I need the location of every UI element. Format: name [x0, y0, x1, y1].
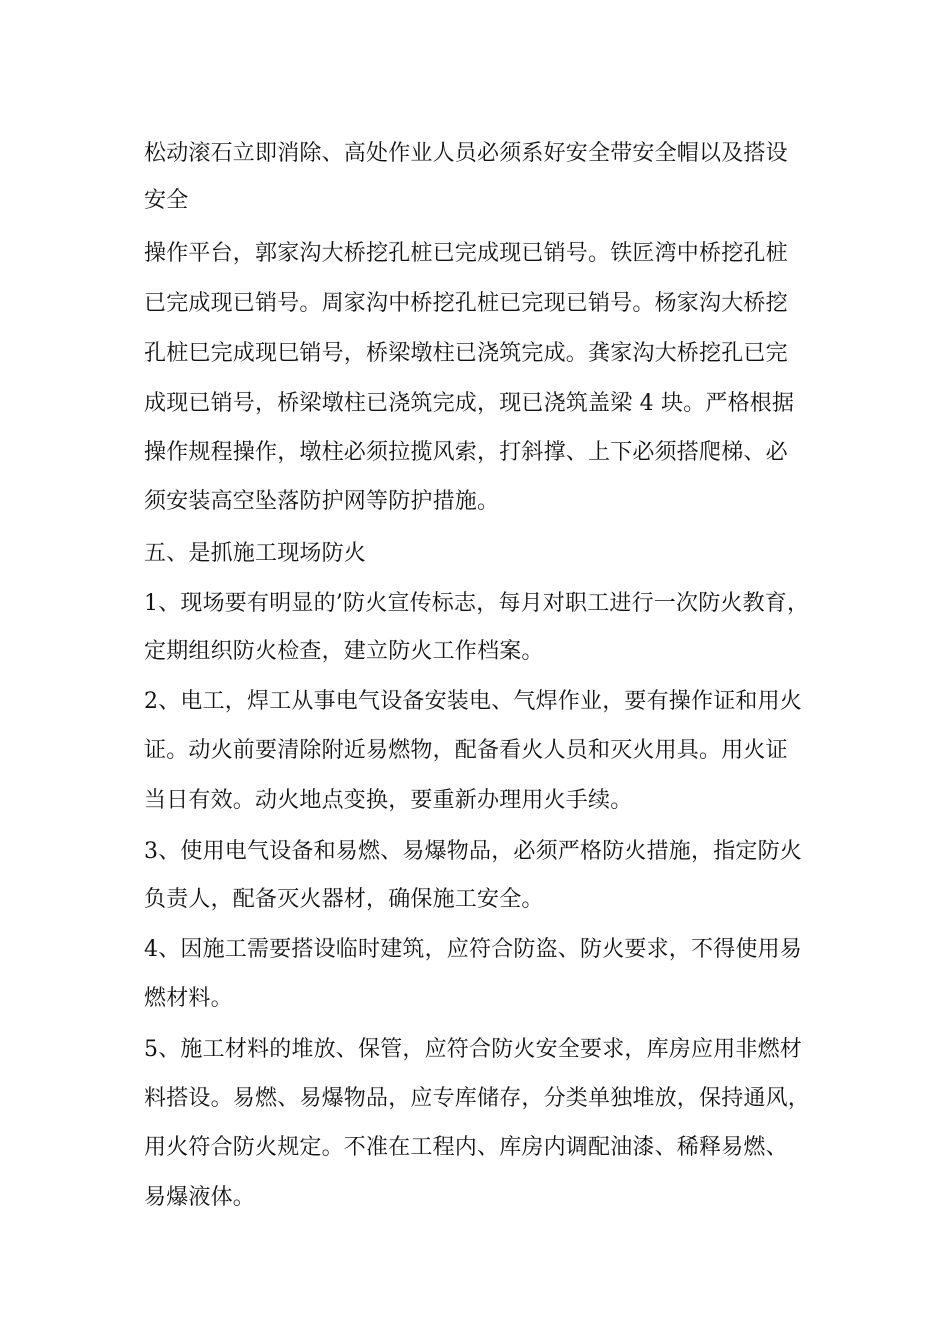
section-heading: 五、是抓施工现场防火 [144, 541, 367, 566]
text-line: 当日有效。动火地点变换，要重新办理用火手续。 [144, 788, 633, 813]
text-line: 燃材料。 [144, 986, 233, 1011]
text-line: 5、施工材料的堆放、保管，应符合防火安全要求，库房应用非燃材 [144, 1037, 802, 1062]
text-line: 证。动火前要清除附近易燃物，配备看火人员和灭火用具。用火证 [144, 738, 788, 763]
text-line: 1、现场要有明显的’防火宣传标志，每月对职工进行一次防火教育， [144, 591, 810, 616]
text-line: 操作规程操作，墩柱必须拉揽风索，打斜撑、上下必须搭爬梯、必 [144, 440, 788, 465]
text-line: 4、因施工需要搭设临时建筑，应符合防盗、防火要求，不得使用易 [144, 937, 802, 962]
text-line: 操作平台，郭家沟大桥挖孔桩已完成现已销号。铁匠湾中桥挖孔桩 [144, 241, 788, 266]
text-line: 用火符合防火规定。不准在工程内、库房内调配油漆、稀释易燃、 [144, 1135, 788, 1160]
text-line: 负责人，配备灭火器材，确保施工安全。 [144, 887, 544, 912]
text-line: 松动滚石立即消除、高处作业人员必须系好安全带安全帽以及搭设 [144, 141, 788, 166]
text-line: 2、电工，焊工从事电气设备安装电、气焊作业，要有操作证和用火 [144, 689, 802, 714]
text-line: 料搭设。易燃、易爆物品，应专库储存，分类单独堆放，保持通风， [144, 1086, 811, 1111]
text-line: 定期组织防火检查，建立防火工作档案。 [144, 639, 544, 664]
text-line: 易爆液体。 [144, 1185, 256, 1210]
text-line: 须安装高空坠落防护网等防护措施。 [144, 489, 500, 514]
text-line: 已完成现已销号。周家沟中桥挖孔桩已完现已销号。杨家沟大桥挖 [144, 291, 788, 316]
text-line: 3、使用电气设备和易燃、易爆物品，必须严格防火措施，指定防火 [144, 839, 802, 864]
text-line: 成现已销号，桥梁墩柱已浇筑完成，现已浇筑盖梁 4 块。严格根据 [144, 391, 795, 416]
text-line: 孔桩巳完成现巳销号，桥梁墩柱已浇筑完成。龚家沟大桥挖孔已完 [144, 341, 788, 366]
text-line: 安全 [144, 188, 189, 213]
